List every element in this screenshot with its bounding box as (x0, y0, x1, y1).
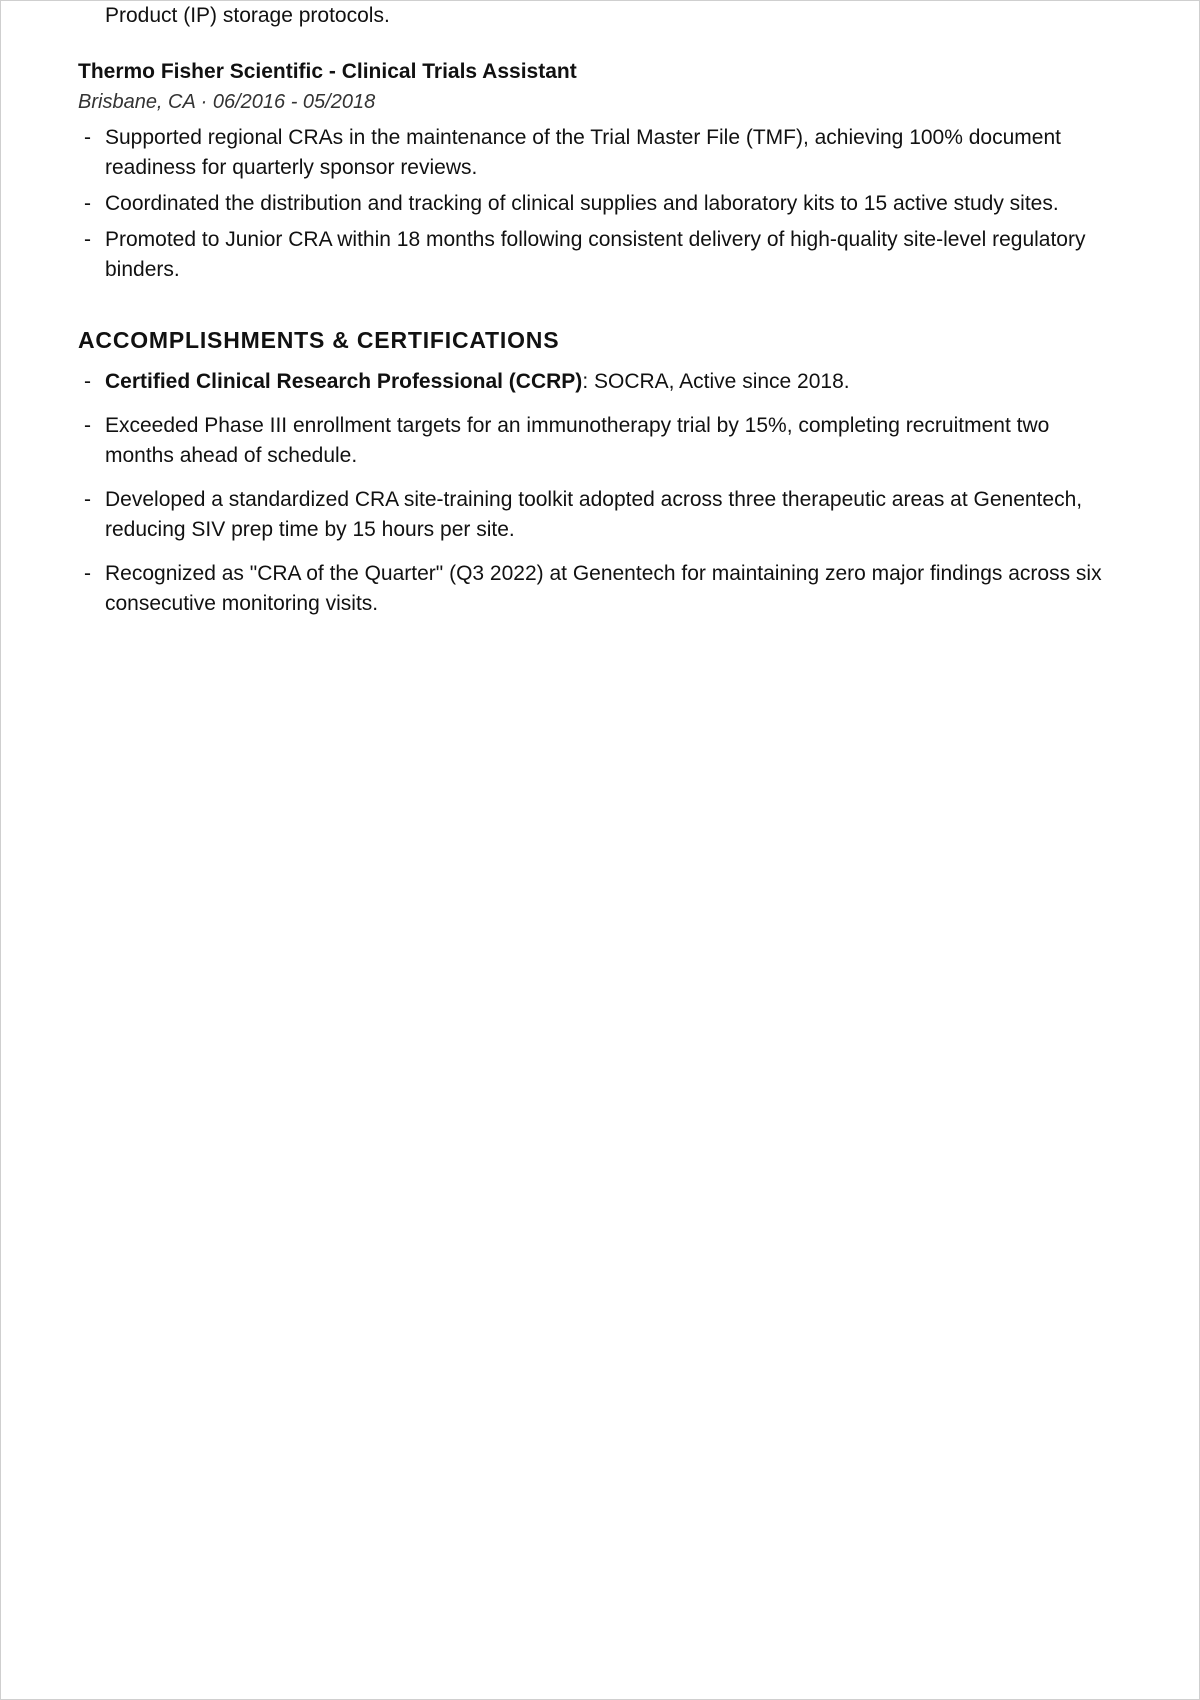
accomplishment-text: Exceeded Phase III enrollment targets for an immunotherapy trial by 15%, completing recruitment two months ahead of schedule. (105, 414, 1050, 467)
bullet-dash: - (84, 228, 91, 251)
accomplishment-text: Recognized as "CRA of the Quarter" (Q3 2022) at Genentech for maintaining zero major findings across six consecutive monitoring visits. (105, 562, 1102, 615)
accomplishment-bullet (78, 559, 1118, 619)
bullet-dash: - (84, 370, 91, 393)
continuation-text: Product (IP) storage protocols. (105, 4, 390, 27)
accomplishment-bullet (78, 485, 1118, 545)
job-bullet-text: Supported regional CRAs in the maintenance of the Trial Master File (TMF), achieving 100% document readiness for quarterly sponsor reviews. (105, 126, 1061, 179)
accomplishment-bullets (78, 367, 1118, 619)
accomplishment-bullet (78, 411, 1118, 471)
section-heading: ACCOMPLISHMENTS & CERTIFICATIONS (78, 327, 560, 353)
job-bullets (78, 123, 1118, 285)
accomplishment-text: Developed a standardized CRA site-training toolkit adopted across three therapeutic areas at Genentech, reducing SIV prep time by 15 hours per site. (105, 488, 1083, 541)
job-bullet (78, 225, 1118, 285)
accomplishments-section (78, 325, 1118, 619)
job-bullet (78, 123, 1118, 183)
previous-job-bullet-continuation (78, 1, 1118, 31)
job-title: Thermo Fisher Scientific - Clinical Trials Assistant (78, 60, 577, 83)
certification-name: Certified Clinical Research Professional (CCRP) (105, 370, 583, 393)
job-bullet-text: Coordinated the distribution and tracking of clinical supplies and laboratory kits to 15 active study sites. (105, 192, 1059, 215)
certification-detail: : SOCRA, Active since 2018. (582, 370, 850, 393)
job-bullet-text: Promoted to Junior CRA within 18 months following consistent delivery of high-quality site-level regulatory binders. (105, 228, 1086, 281)
bullet-dash: - (84, 192, 91, 215)
job-entry (78, 57, 1118, 285)
resume-content (78, 1, 1118, 633)
certification-bullet (78, 367, 1118, 397)
job-location-dates: Brisbane, CA · 06/2016 - 05/2018 (78, 91, 376, 113)
bullet-dash: - (84, 126, 91, 149)
bullet-dash: - (84, 488, 91, 511)
job-bullet (78, 189, 1118, 219)
bullet-dash: - (84, 414, 91, 437)
bullet-dash: - (84, 562, 91, 585)
